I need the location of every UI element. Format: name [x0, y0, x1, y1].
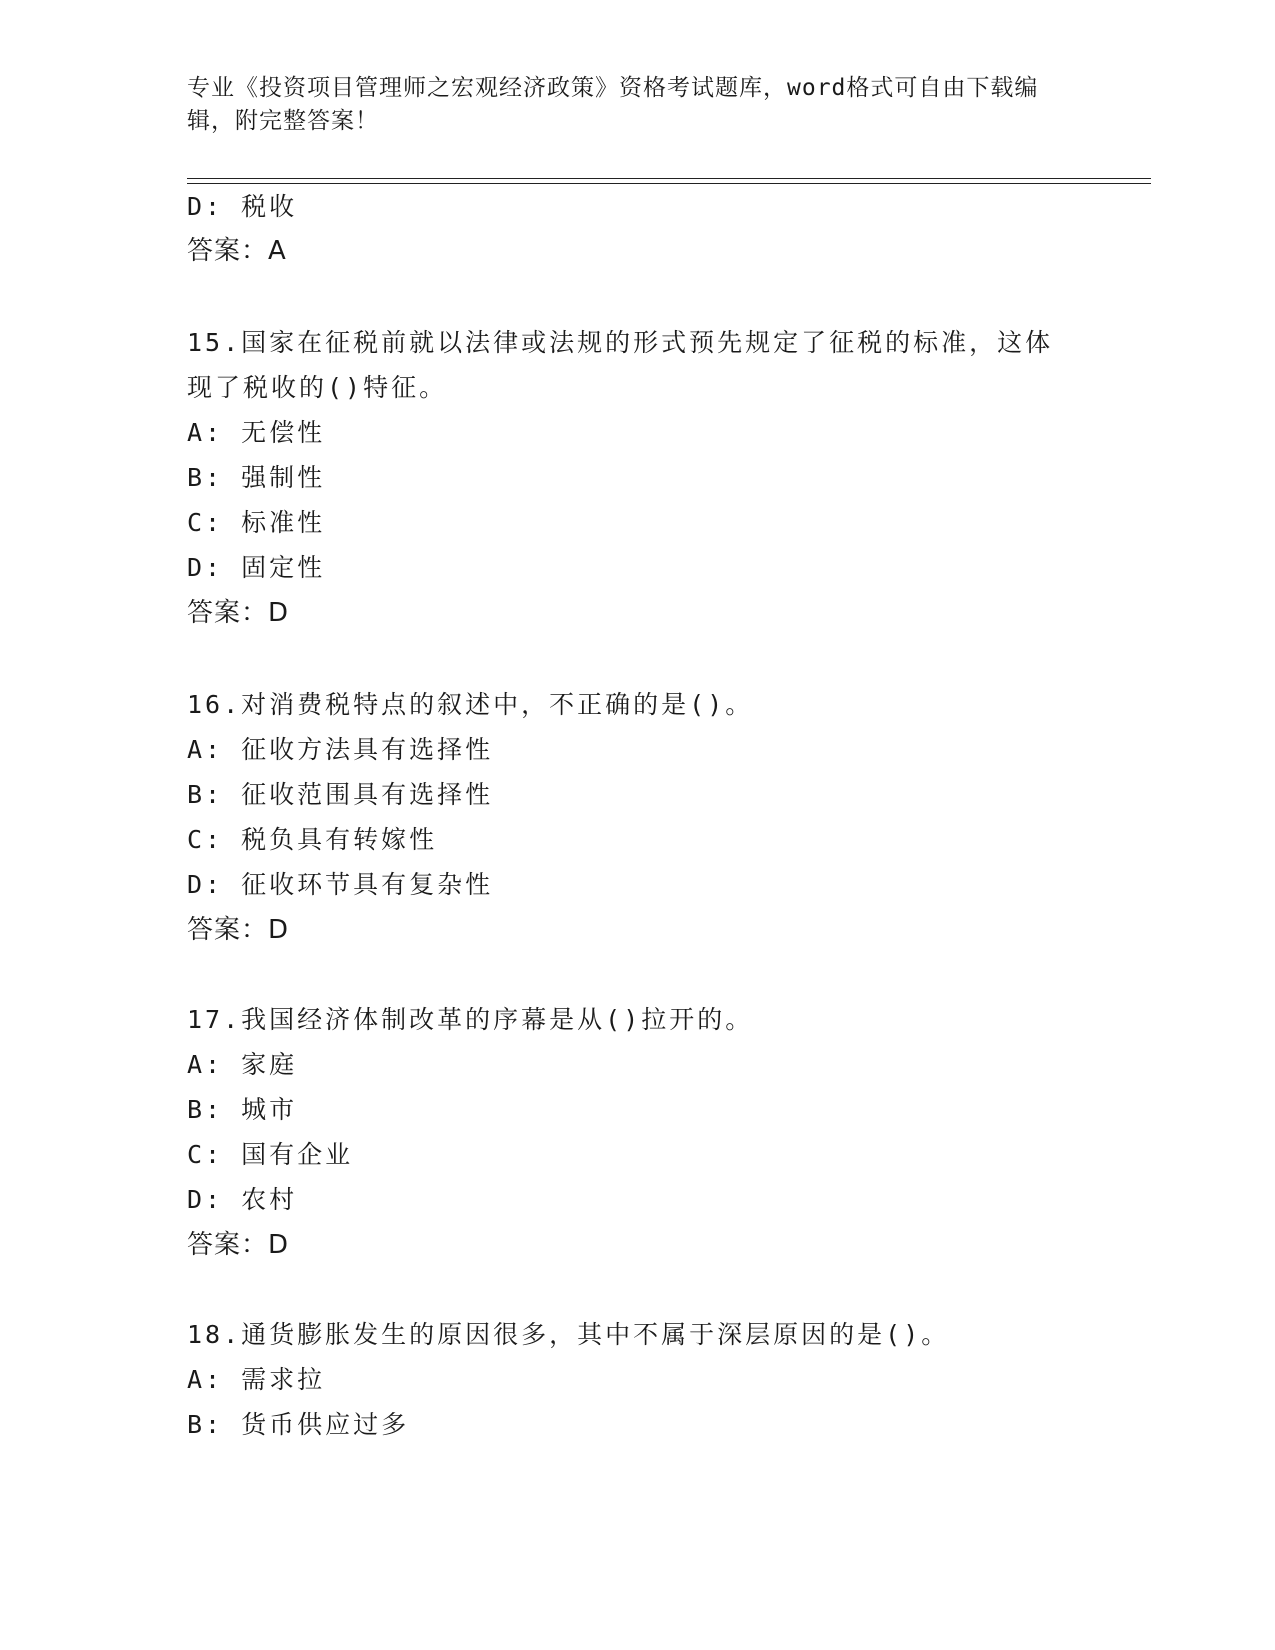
q17-option-b: B: 城市 [187, 1095, 298, 1124]
q17-answer: 答案：D [187, 1230, 290, 1260]
q16-answer: 答案：D [187, 915, 290, 945]
q15-option-a: A: 无偿性 [187, 418, 326, 447]
q16-option-c: C: 税负具有转嫁性 [187, 825, 438, 854]
q17-option-a: A: 家庭 [187, 1050, 298, 1079]
header-rule-top [187, 178, 1151, 179]
q16-stem: 16.对消费税特点的叙述中，不正确的是()。 [187, 690, 754, 719]
q17-option-c: C: 国有企业 [187, 1140, 354, 1169]
header-line-1: 专业《投资项目管理师之宏观经济政策》资格考试题库，word格式可自由下载编 [187, 75, 1039, 101]
q16-option-d: D: 征收环节具有复杂性 [187, 870, 494, 899]
q18-stem: 18.通货膨胀发生的原因很多，其中不属于深层原因的是()。 [187, 1320, 950, 1349]
q17-stem: 17.我国经济体制改革的序幕是从()拉开的。 [187, 1005, 754, 1034]
header-line-2: 辑，附完整答案！ [187, 108, 379, 134]
q16-option-b: B: 征收范围具有选择性 [187, 780, 494, 809]
q16-option-a: A: 征收方法具有选择性 [187, 735, 494, 764]
q18-option-b: B: 货币供应过多 [187, 1410, 410, 1439]
q18-option-a: A: 需求拉 [187, 1365, 326, 1394]
q15-option-d: D: 固定性 [187, 553, 326, 582]
q15-option-b: B: 强制性 [187, 463, 326, 492]
q17-option-d: D: 农村 [187, 1185, 298, 1214]
q15-stem-line1: 15.国家在征税前就以法律或法规的形式预先规定了征税的标准，这体 [187, 328, 1054, 357]
q15-option-c: C: 标准性 [187, 508, 326, 537]
prev-option-d: D: 税收 [187, 192, 298, 221]
q15-stem-line2: 现了税收的()特征。 [187, 373, 448, 402]
header-rule-bottom [187, 183, 1151, 184]
prev-answer: 答案：A [187, 236, 287, 266]
q15-answer: 答案：D [187, 598, 290, 628]
document-header [187, 72, 1067, 138]
